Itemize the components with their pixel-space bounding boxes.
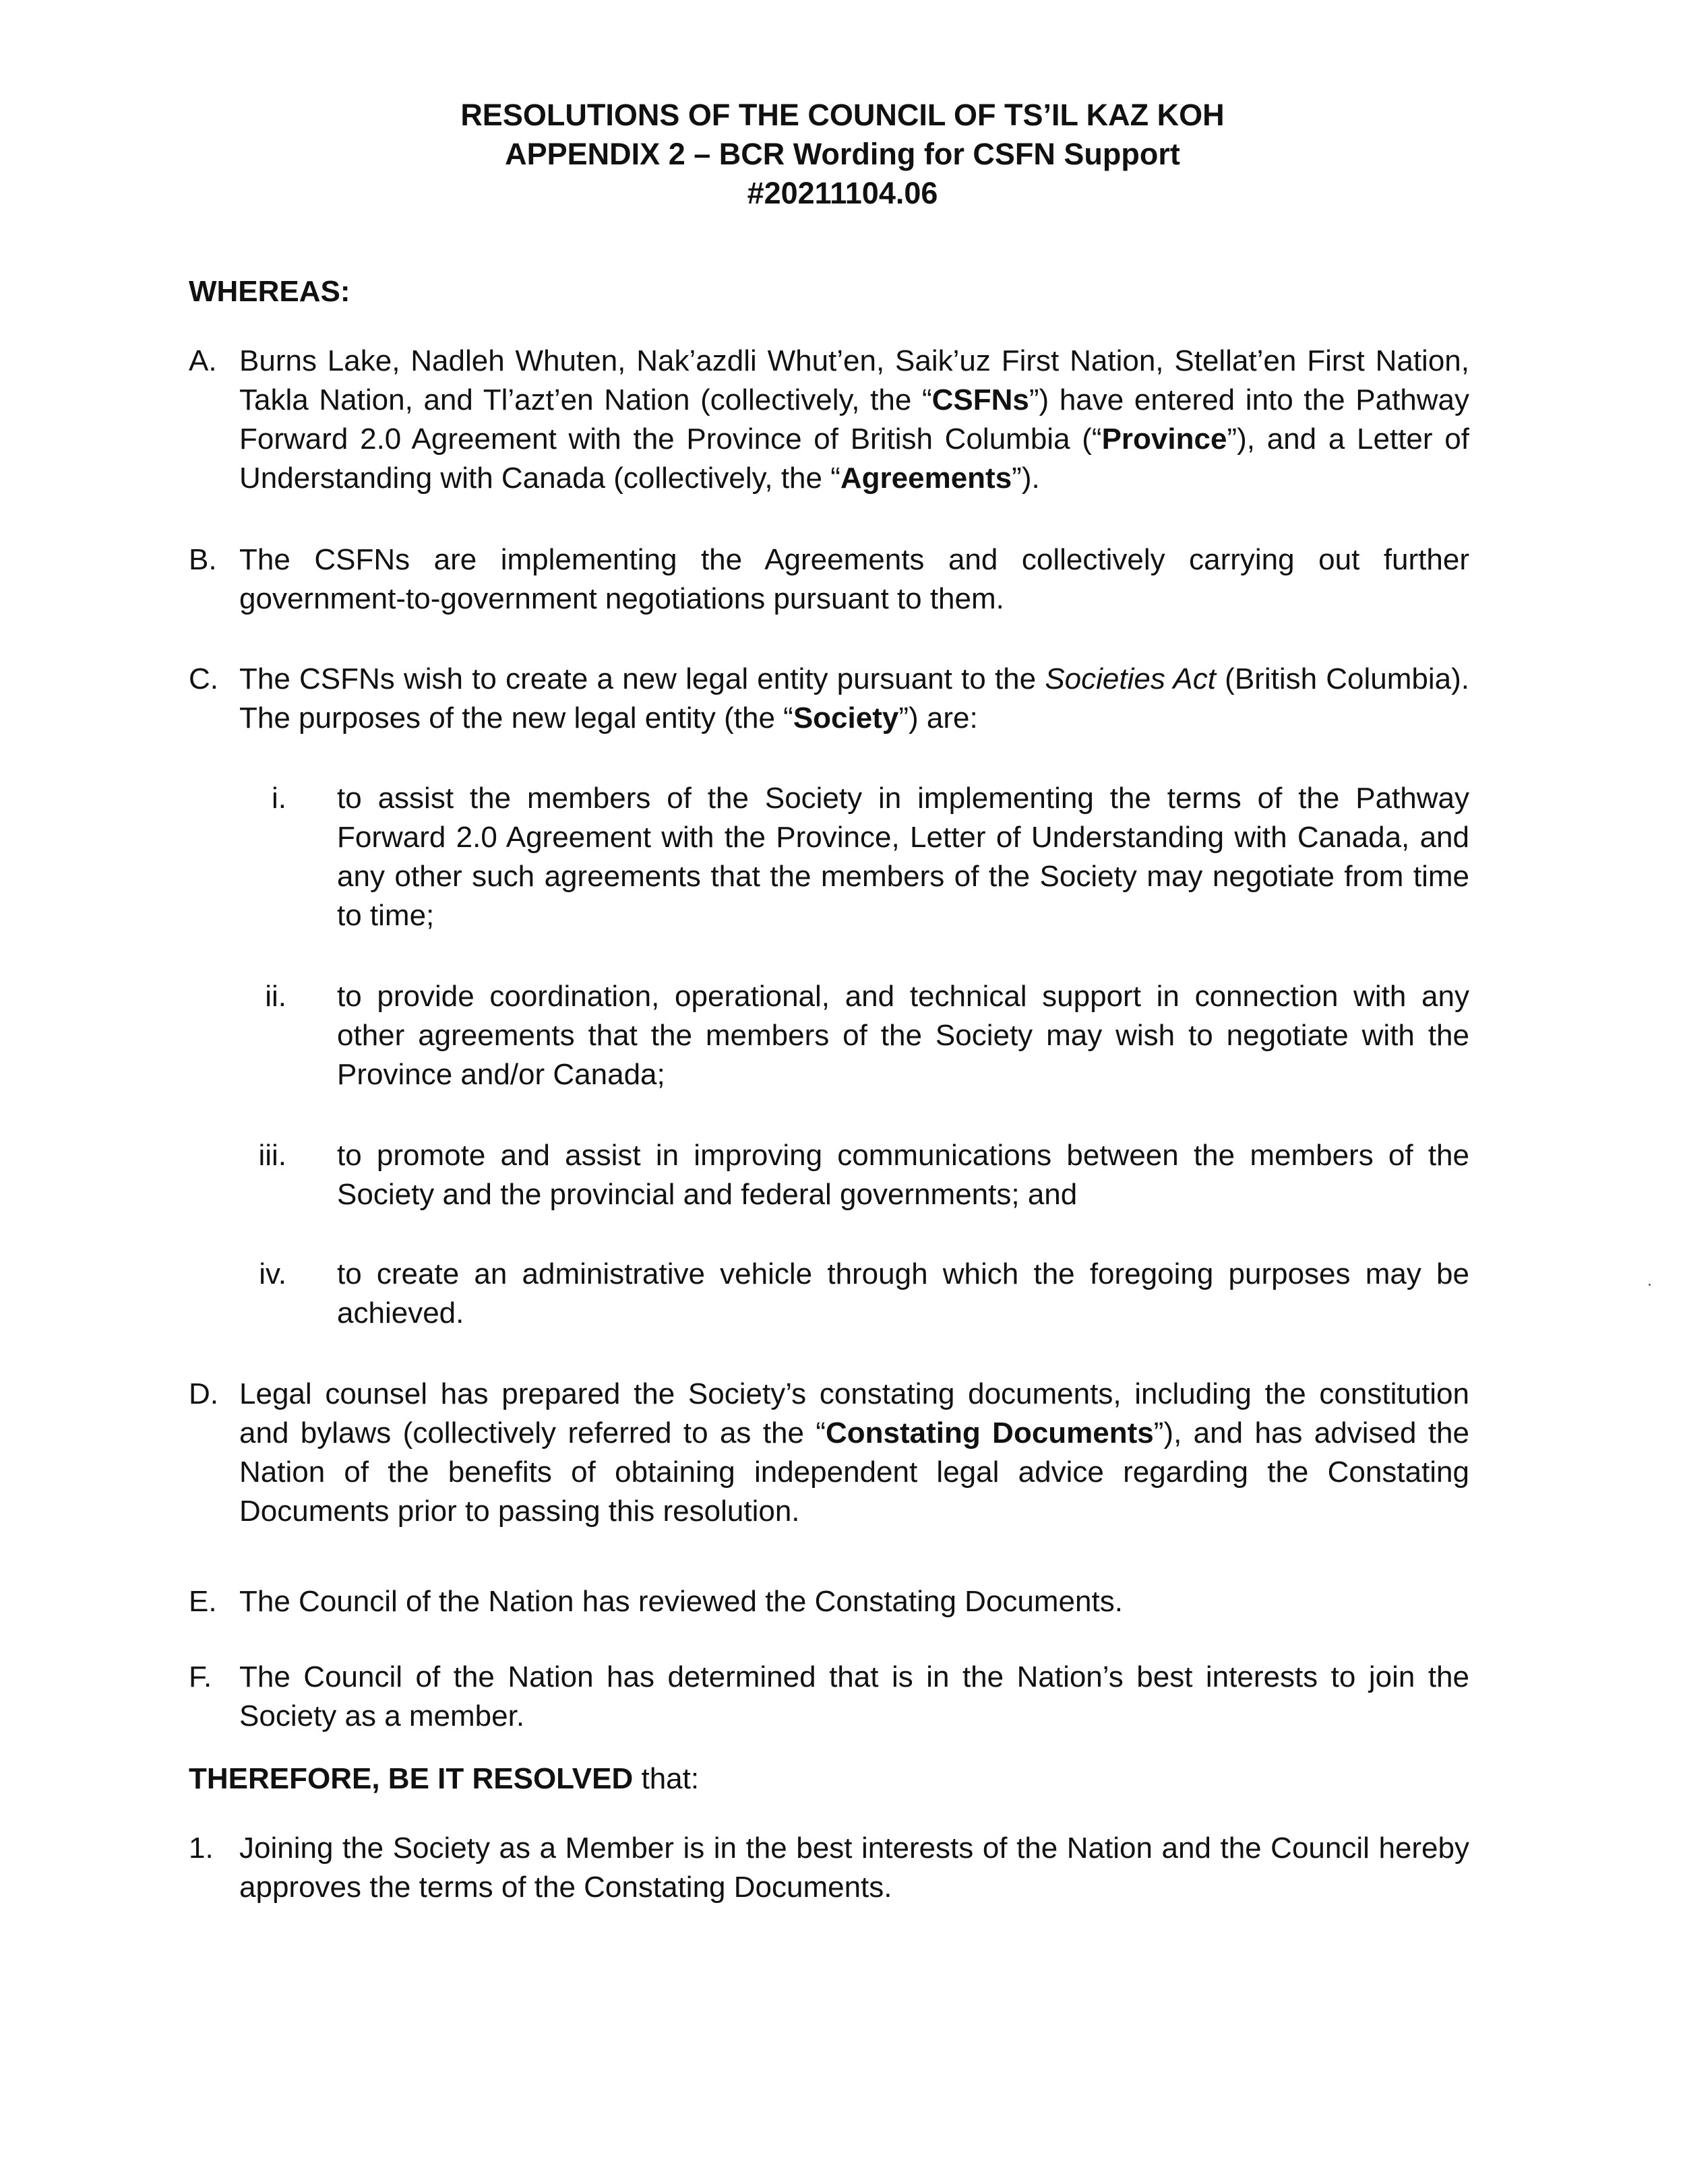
- recital-d: [189, 1375, 1469, 1531]
- therefore-heading: THEREFORE, BE IT RESOLVED: [189, 1762, 634, 1795]
- recital-marker: F.: [189, 1660, 212, 1693]
- scan-speck: [1649, 1284, 1651, 1286]
- header-title: RESOLUTIONS OF THE COUNCIL OF TS’IL KAZ KOH: [460, 98, 1225, 132]
- purpose-marker: iv.: [259, 1257, 286, 1290]
- purpose-text: to assist the members of the Society in implementing the terms of the Pathway Forward 2.0 Agreement with the Province, Letter of Understanding with Canada, and any other such agreements that the members of the Society may negotiate from time to time;: [337, 782, 1469, 932]
- purpose-marker: ii.: [265, 980, 286, 1013]
- purpose-text: to provide coordination, operational, and technical support in connection with any other agreements that the members of the Society may wish to negotiate with the Province and/or Canada;: [337, 980, 1469, 1091]
- recital-text: The CSFNs wish to create a new legal entity pursuant to the Societies Act (British Columbia). The purposes of the new legal entity (the “Society”) are:: [239, 662, 1470, 735]
- whereas-heading: WHEREAS:: [189, 275, 350, 308]
- recital-e: [189, 1582, 1469, 1621]
- document-header: [0, 96, 1685, 213]
- recital-marker: E.: [189, 1585, 217, 1618]
- purpose-marker: i.: [272, 782, 286, 815]
- header-subtitle: APPENDIX 2 – BCR Wording for CSFN Support: [505, 137, 1180, 171]
- header-resolution-number: #20211104.06: [747, 176, 938, 210]
- recital-b: [189, 540, 1469, 619]
- resolution-item: [189, 1829, 1469, 1907]
- recital-marker: D.: [189, 1377, 218, 1410]
- purpose-item: [239, 1255, 1469, 1333]
- purpose-item: [239, 977, 1469, 1094]
- recital-marker: C.: [189, 662, 218, 695]
- recital-text: Burns Lake, Nadleh Whuten, Nak’azdli Whut’en, Saik’uz First Nation, Stellat’en First Nation, Takla Nation, and Tl’azt’en Nation (collectively, the “CSFNs”) have entered into the Pathway Forward 2.0 Agreement with the Province of British Columbia (“Province”), and a Letter of Understanding with Canada (collectively, the “Agreements”).: [239, 344, 1470, 495]
- purpose-marker: iii.: [258, 1139, 286, 1172]
- purpose-text: to create an administrative vehicle through which the foregoing purposes may be achieved.: [337, 1257, 1469, 1330]
- recital-marker: B.: [189, 543, 217, 576]
- recital-a: [189, 342, 1469, 498]
- recital-text: Legal counsel has prepared the Society’s constating documents, including the constitution and bylaws (collectively referred to as the “Constating Documents”), and has advised the Nation of the benefits of obtaining independent legal advice regarding the Constating Documents prior to passing this resolution.: [239, 1377, 1470, 1528]
- recital-c: [189, 660, 1469, 738]
- recital-f: [189, 1658, 1469, 1736]
- purpose-item: [239, 779, 1469, 935]
- purpose-text: to promote and assist in improving communications between the members of the Society and the provincial and federal governments; and: [337, 1139, 1469, 1211]
- recital-text: The CSFNs are implementing the Agreements and collectively carrying out further government-to-government negotiations pursuant to them.: [239, 543, 1469, 615]
- purpose-item: [239, 1136, 1469, 1214]
- resolution-marker: 1.: [189, 1832, 214, 1865]
- resolution-text: Joining the Society as a Member is in the best interests of the Nation and the Council hereby approves the terms of the Constating Documents.: [239, 1832, 1469, 1904]
- recital-text: The Council of the Nation has determined that is in the Nation’s best interests to join the Society as a member.: [239, 1660, 1469, 1733]
- therefore-suffix: that:: [633, 1762, 700, 1795]
- therefore-clause: [189, 1759, 1469, 1799]
- recital-text: The Council of the Nation has reviewed the Constating Documents.: [239, 1585, 1123, 1618]
- recital-marker: A.: [189, 344, 217, 377]
